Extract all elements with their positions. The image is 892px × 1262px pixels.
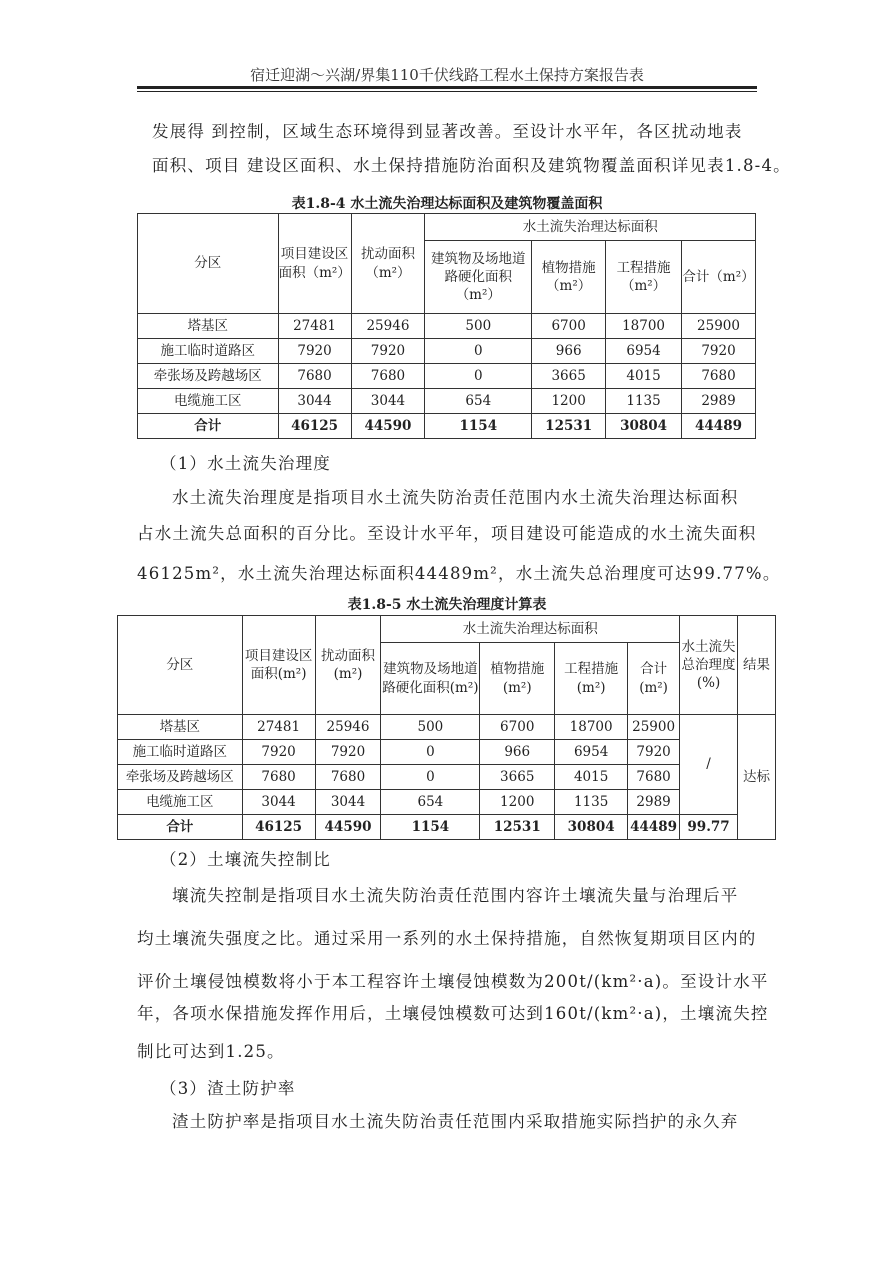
table-cell: 7920	[242, 740, 315, 765]
th-project: 项目建设区面积（m²）	[278, 214, 351, 314]
table-row	[138, 314, 756, 339]
section-title: （2）土壤流失控制比	[160, 850, 331, 869]
table-cell: 966	[532, 339, 606, 364]
table-cell: 7920	[351, 339, 425, 364]
table-cell: 6700	[480, 715, 555, 740]
table-cell: 18700	[606, 314, 682, 339]
paragraph-line: 发展得 到控制，区域生态环境得到显著改善。至设计水平年，各区扰动地表	[152, 122, 743, 141]
table-cell: 12531	[532, 414, 606, 439]
th-project: 项目建设区面积(m²)	[242, 616, 315, 715]
table-cell: 27481	[278, 314, 351, 339]
th-plant: 植物措施(m²)	[480, 643, 555, 715]
table-1-8-4	[137, 213, 756, 439]
th-result: 结果	[738, 616, 776, 715]
table-cell: 7680	[628, 765, 680, 790]
paragraph-line: 制比可达到1.25。	[137, 1042, 285, 1061]
table-cell: 3665	[480, 765, 555, 790]
table-1-8-5	[117, 615, 776, 840]
table-cell: 27481	[242, 715, 315, 740]
table-cell: 3665	[532, 364, 606, 389]
table-cell: 塔基区	[138, 314, 279, 339]
table-cell: 塔基区	[118, 715, 243, 740]
table-row	[118, 715, 776, 740]
table-row	[138, 414, 756, 439]
table-cell: 7680	[278, 364, 351, 389]
th-zone: 分区	[138, 214, 279, 314]
table-cell: 6700	[532, 314, 606, 339]
table-cell: 7680	[315, 765, 381, 790]
table-cell: 施工临时道路区	[118, 740, 243, 765]
table-row	[138, 339, 756, 364]
table-cell: 12531	[480, 815, 555, 840]
paragraph-line: 年，各项水保措施发挥作用后，土壤侵蚀模数可达到160t/(km²·a)，土壤流失控	[137, 1004, 769, 1023]
table-cell: 25946	[315, 715, 381, 740]
table-cell: 7920	[278, 339, 351, 364]
paragraph-line: 评价土壤侵蚀模数将小于本工程容许土壤侵蚀模数为200t/(km²·a)。至设计水平	[137, 972, 769, 991]
table-cell: 25900	[682, 314, 756, 339]
table-cell: 46125	[278, 414, 351, 439]
th-eng: 工程措施(m²)	[555, 643, 628, 715]
table-cell: 6954	[555, 740, 628, 765]
table-cell: 2989	[682, 389, 756, 414]
table-cell: 1200	[480, 790, 555, 815]
table-cell: 牵张场及跨越场区	[138, 364, 279, 389]
table-cell: 电缆施工区	[118, 790, 243, 815]
table-cell: 25900	[628, 715, 680, 740]
table-cell: 7680	[351, 364, 425, 389]
table-row	[118, 740, 776, 765]
table-cell: 6954	[606, 339, 682, 364]
table-row	[118, 815, 776, 840]
table-cell: 0	[425, 339, 532, 364]
section-title: （1）水土流失治理度	[160, 454, 331, 473]
table-cell: 3044	[351, 389, 425, 414]
running-header: 宿迁迎湖～兴湖/界集110千伏线路工程水土保持方案报告表	[250, 66, 644, 84]
paragraph-line: 面积、项目 建设区面积、水土保持措施防治面积及建筑物覆盖面积详见表1.8-4。	[152, 156, 791, 175]
table-cell: 0	[381, 740, 480, 765]
table-cell: 4015	[555, 765, 628, 790]
table-cell: 合计	[118, 815, 243, 840]
table-cell: 施工临时道路区	[138, 339, 279, 364]
table-cell: 0	[381, 765, 480, 790]
table-cell: 500	[425, 314, 532, 339]
table-cell: 0	[425, 364, 532, 389]
th-group: 水土流失治理达标面积	[425, 214, 756, 241]
result-cell: 达标	[738, 715, 776, 840]
table-cell: 654	[425, 389, 532, 414]
table-cell: 3044	[242, 790, 315, 815]
table-cell: 7920	[315, 740, 381, 765]
table-cell: 30804	[606, 414, 682, 439]
table-row	[118, 765, 776, 790]
th-group: 水土流失治理达标面积	[381, 616, 680, 643]
table-cell: 44590	[315, 815, 381, 840]
table-cell: 654	[381, 790, 480, 815]
table-row	[138, 364, 756, 389]
rate-cell: /	[680, 715, 738, 815]
header-rule-thin	[137, 91, 757, 92]
table-cell: 2989	[628, 790, 680, 815]
paragraph-line: 壤流失控制是指项目水土流失防治责任范围内容许土壤流失量与治理后平	[172, 886, 739, 905]
paragraph-line: 占水土流失总面积的百分比。至设计水平年，项目建设可能造成的水土流失面积	[137, 524, 757, 543]
table-row	[118, 790, 776, 815]
paragraph-line: 46125m²，水土流失治理达标面积44489m²，水土流失总治理度可达99.77%。	[137, 564, 781, 583]
table-cell: 3044	[315, 790, 381, 815]
th-plant: 植物措施（m²）	[532, 241, 606, 314]
table-cell: 3044	[278, 389, 351, 414]
th-building: 建筑物及场地道路硬化面积（m²）	[425, 241, 532, 314]
table-cell: 1135	[555, 790, 628, 815]
section-title: （3）渣土防护率	[160, 1079, 296, 1098]
table-cell: 44489	[682, 414, 756, 439]
table-cell: 1154	[425, 414, 532, 439]
table-cell: 44489	[628, 815, 680, 840]
table-cell: 18700	[555, 715, 628, 740]
th-total: 合计（m²）	[682, 241, 756, 314]
table-cell: 44590	[351, 414, 425, 439]
table-cell: 1135	[606, 389, 682, 414]
table-cell: 99.77	[680, 815, 738, 840]
table-cell: 7920	[682, 339, 756, 364]
table-cell: 4015	[606, 364, 682, 389]
table-cell: 合计	[138, 414, 279, 439]
table-cell: 牵张场及跨越场区	[118, 765, 243, 790]
table-cell: 30804	[555, 815, 628, 840]
table2-caption: 表1.8-5 水土流失治理度计算表	[347, 597, 547, 613]
th-rate: 水土流失总治理度(%)	[680, 616, 738, 715]
table-cell: 7680	[682, 364, 756, 389]
paragraph-line: 渣土防护率是指项目水土流失防治责任范围内采取措施实际挡护的永久弃	[172, 1112, 739, 1131]
table-cell: 25946	[351, 314, 425, 339]
th-disturb: 扰动面积(m²)	[315, 616, 381, 715]
th-disturb: 扰动面积（m²）	[351, 214, 425, 314]
table1-caption: 表1.8-4 水土流失治理达标面积及建筑物覆盖面积	[291, 196, 603, 212]
table-cell: 电缆施工区	[138, 389, 279, 414]
paragraph-line: 水土流失治理度是指项目水土流失防治责任范围内水土流失治理达标面积	[172, 488, 739, 507]
paragraph-line: 均土壤流失强度之比。通过采用一系列的水土保持措施，自然恢复期项目区内的	[137, 929, 757, 948]
table-cell: 1154	[381, 815, 480, 840]
th-total: 合计(m²)	[628, 643, 680, 715]
table-row	[138, 389, 756, 414]
th-eng: 工程措施（m²）	[606, 241, 682, 314]
table-cell: 46125	[242, 815, 315, 840]
th-building: 建筑物及场地道路硬化面积(m²)	[381, 643, 480, 715]
table-cell: 1200	[532, 389, 606, 414]
table-cell: 966	[480, 740, 555, 765]
table-cell: 7920	[628, 740, 680, 765]
table-cell: 500	[381, 715, 480, 740]
th-zone: 分区	[118, 616, 243, 715]
header-rule	[137, 86, 757, 89]
table-cell: 7680	[242, 765, 315, 790]
